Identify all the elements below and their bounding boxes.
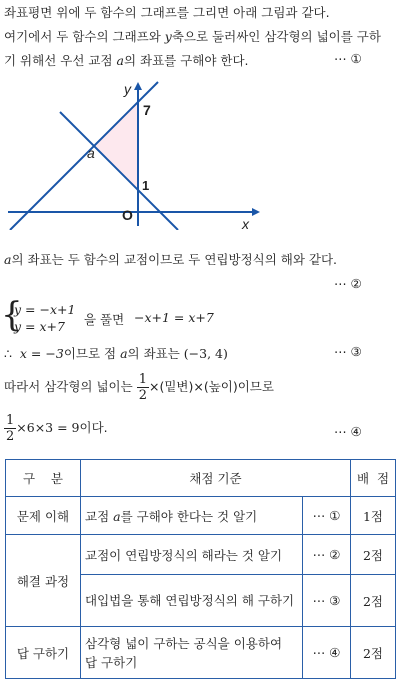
row-mark: ⋯ ②: [303, 535, 351, 575]
step4-line: [4, 372, 274, 403]
step4-text-end: 이다.: [79, 420, 108, 435]
fraction-numerator: 1: [6, 413, 15, 428]
variable-a: a: [116, 53, 124, 68]
step-mark-2: ⋯ ②: [334, 276, 362, 291]
intersection-coords: (−3, 4): [183, 346, 228, 361]
intro-line-2-end: 축으로 둘러싸인 삼각형의 넓이를 구하: [171, 29, 381, 44]
origin-label: O: [122, 207, 133, 223]
row-criteria: [81, 497, 303, 535]
step4-calc-line: [4, 413, 108, 444]
therefore-symbol: ∴: [4, 346, 12, 361]
solve-equation: −x+1 = x+7: [134, 310, 214, 325]
row-mark: ⋯ ③: [303, 575, 351, 627]
criteria-start: 교점: [85, 508, 114, 524]
intro-line-3-start: 기 위해선 우선 교점: [4, 53, 117, 68]
row-points: 2점: [351, 535, 396, 575]
system-brace: {: [1, 295, 23, 335]
row-points: 2점: [351, 627, 396, 679]
fraction-half: [137, 372, 149, 403]
step2-line: [4, 250, 337, 268]
row-mark: ⋯ ④: [303, 627, 351, 679]
row-mark: ⋯ ①: [303, 497, 351, 535]
x-value: x = −3: [19, 346, 64, 361]
x-axis-label: x: [242, 216, 249, 230]
header-category: 구 분: [6, 460, 81, 497]
area-calculation: ×6×3 = 9: [16, 420, 80, 435]
table-row: [6, 535, 396, 575]
header-points: 배 점: [351, 460, 396, 497]
y-axis-arrow-icon: [134, 82, 142, 90]
solve-text: 을 풀면: [84, 312, 125, 327]
triangle-region: [94, 102, 138, 190]
row-criteria: 대입법을 통해 연립방정식의 해 구하기: [81, 575, 303, 627]
step4-text-start: 따라서 삼각형의 넓이는: [4, 379, 133, 394]
intro-line-3-end: 의 좌표를 구해야 한다.: [123, 53, 249, 68]
step3-text-start: 이므로 점: [63, 346, 121, 361]
header-criteria: 채점 기준: [81, 460, 351, 497]
table-header-row: [6, 460, 396, 497]
row-category: 답 구하기: [6, 627, 81, 679]
step3-line: [4, 344, 228, 362]
equation-1: y = −x+1: [14, 302, 76, 317]
intersection-label-a: a: [87, 145, 95, 161]
variable-a: a: [120, 346, 128, 361]
fraction-denominator: 2: [138, 388, 147, 403]
function-graph: [0, 78, 400, 230]
y-axis-label: y: [124, 81, 131, 97]
x-axis-arrow-icon: [252, 208, 260, 216]
step-mark-3: ⋯ ③: [334, 344, 362, 359]
intro-line-2-start: 여기에서 두 함수의 그래프와: [4, 29, 165, 44]
row-points: 1점: [351, 497, 396, 535]
criteria-end: 를 구해야 한다는 것 알기: [120, 508, 258, 524]
intro-line-3: [4, 51, 249, 69]
row-category: 문제 이해: [6, 497, 81, 535]
row-points: 2점: [351, 575, 396, 627]
step-mark-1: ⋯ ①: [334, 51, 362, 66]
variable-a: a: [4, 252, 12, 267]
row-criteria: 삼각형 넓이 구하는 공식을 이용하여 답 구하기: [81, 627, 303, 679]
scoring-table: [5, 459, 396, 679]
equation-2: y = x+7: [14, 319, 65, 334]
y-intercept-1: 1: [142, 178, 150, 193]
step3-text-end: 의 좌표는: [127, 346, 180, 361]
row-category: 해결 과정: [6, 535, 81, 627]
intro-line-2: [4, 27, 381, 45]
fraction-denominator: 2: [6, 429, 15, 444]
row-criteria: 교점이 연립방정식의 해라는 것 알기: [81, 535, 303, 575]
y-intercept-7: 7: [143, 102, 151, 118]
step2-text: 의 좌표는 두 함수의 교점이므로 두 연립방정식의 해와 같다.: [11, 252, 338, 267]
variable-a: a: [113, 508, 121, 524]
fraction-numerator: 1: [138, 372, 147, 387]
step4-text-mid: ×(밑변)×(높이)이므로: [148, 379, 274, 394]
step-mark-4: ⋯ ④: [334, 424, 362, 439]
fraction-half: [4, 413, 16, 444]
table-row: [6, 627, 396, 679]
variable-y: y: [164, 29, 172, 44]
intro-line-1: 좌표평면 위에 두 함수의 그래프를 그리면 아래 그림과 같다.: [4, 5, 330, 20]
table-row: [6, 497, 396, 535]
